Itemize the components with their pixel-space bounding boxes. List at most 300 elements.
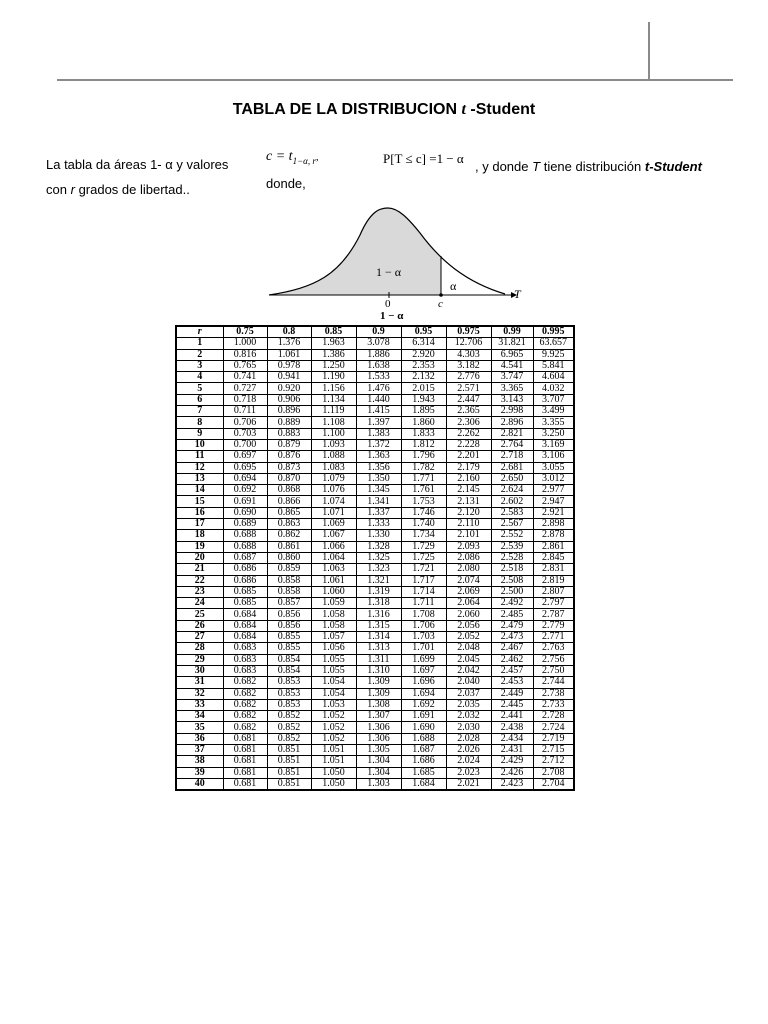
table-row (176, 733, 574, 744)
row-degrees-cell: 27 (176, 632, 223, 643)
critical-value-cell: 2.052 (446, 632, 491, 643)
critical-value-cell: 0.684 (223, 620, 267, 631)
figure-caption: 1 − α (380, 310, 404, 322)
critical-value-cell: 2.069 (446, 586, 491, 597)
critical-value-cell: 2.776 (446, 372, 491, 383)
critical-value-cell: 3.055 (533, 462, 574, 473)
table-row (176, 507, 574, 518)
row-degrees-cell: 23 (176, 586, 223, 597)
critical-value-cell: 0.682 (223, 677, 267, 688)
critical-value-cell: 2.819 (533, 575, 574, 586)
critical-value-cell: 0.896 (267, 406, 311, 417)
critical-value-cell: 1.796 (401, 451, 446, 462)
critical-value-cell: 2.434 (491, 733, 533, 744)
critical-value-cell: 0.741 (223, 372, 267, 383)
critical-value-cell: 1.687 (401, 744, 446, 755)
critical-value-cell: 1.052 (311, 733, 356, 744)
critical-value-cell: 1.356 (356, 462, 401, 473)
critical-value-cell: 1.761 (401, 485, 446, 496)
critical-value-cell: 0.685 (223, 598, 267, 609)
critical-value-cell: 2.365 (446, 406, 491, 417)
row-degrees-cell: 36 (176, 733, 223, 744)
critical-value-cell: 2.712 (533, 756, 574, 767)
table-row (176, 756, 574, 767)
critical-value-cell: 3.106 (533, 451, 574, 462)
critical-value-cell: 1.074 (311, 496, 356, 507)
critical-value-cell: 31.821 (491, 338, 533, 349)
critical-value-cell: 1.376 (267, 338, 311, 349)
critical-value-cell: 2.145 (446, 485, 491, 496)
critical-value-cell: 2.262 (446, 428, 491, 439)
table-body (176, 338, 574, 790)
critical-value-cell: 2.467 (491, 643, 533, 654)
critical-value-cell: 1.054 (311, 688, 356, 699)
row-degrees-cell: 20 (176, 552, 223, 563)
critical-value-cell: 2.132 (401, 372, 446, 383)
critical-value-cell: 0.920 (267, 383, 311, 394)
table-row (176, 677, 574, 688)
table-row (176, 485, 574, 496)
critical-value-cell: 1.440 (356, 394, 401, 405)
critical-value-cell: 2.042 (446, 665, 491, 676)
critical-value-cell: 2.571 (446, 383, 491, 394)
row-degrees-cell: 35 (176, 722, 223, 733)
table-row (176, 767, 574, 778)
critical-value-cell: 1.079 (311, 473, 356, 484)
critical-value-cell: 1.725 (401, 552, 446, 563)
critical-value-cell: 2.110 (446, 519, 491, 530)
critical-value-cell: 1.000 (223, 338, 267, 349)
critical-value-cell: 2.624 (491, 485, 533, 496)
critical-value-cell: 0.857 (267, 598, 311, 609)
critical-value-cell: 1.333 (356, 519, 401, 530)
critical-value-cell: 0.851 (267, 778, 311, 790)
critical-value-cell: 2.787 (533, 609, 574, 620)
critical-value-cell: 0.865 (267, 507, 311, 518)
table-row (176, 609, 574, 620)
table-row (176, 428, 574, 439)
title-prefix: TABLA DE LA DISTRIBUCION (232, 101, 458, 118)
formula-probability: P[T ≤ c] =1 − α (383, 151, 464, 166)
table-row (176, 439, 574, 450)
header-rule-horizontal (57, 79, 733, 81)
critical-value-cell: 2.473 (491, 632, 533, 643)
table-row (176, 778, 574, 790)
critical-value-cell: 1.311 (356, 654, 401, 665)
row-degrees-cell: 2 (176, 349, 223, 360)
critical-value-cell: 0.681 (223, 767, 267, 778)
formula-comma: , (315, 151, 319, 163)
table-row (176, 383, 574, 394)
row-degrees-cell: 17 (176, 519, 223, 530)
critical-value-cell: 1.963 (311, 338, 356, 349)
critical-value-cell: 1.058 (311, 609, 356, 620)
critical-value-cell: 0.686 (223, 575, 267, 586)
critical-value-cell: 0.853 (267, 699, 311, 710)
intro-line-2 (46, 182, 190, 197)
table-row (176, 586, 574, 597)
table-row (176, 643, 574, 654)
critical-value-cell: 2.445 (491, 699, 533, 710)
table-row (176, 654, 574, 665)
critical-value-cell: 1.341 (356, 496, 401, 507)
critical-value-cell: 2.797 (533, 598, 574, 609)
table-row (176, 462, 574, 473)
row-degrees-cell: 14 (176, 485, 223, 496)
critical-value-cell: 2.030 (446, 722, 491, 733)
critical-value-cell: 2.552 (491, 530, 533, 541)
critical-value-cell: 1.063 (311, 564, 356, 575)
critical-value-cell: 0.816 (223, 349, 267, 360)
critical-value-cell: 2.131 (446, 496, 491, 507)
table-row (176, 451, 574, 462)
table-row (176, 473, 574, 484)
critical-value-cell: 2.878 (533, 530, 574, 541)
column-header-prob: 0.8 (267, 326, 311, 338)
critical-value-cell: 3.365 (491, 383, 533, 394)
column-header-r: r (176, 326, 223, 338)
critical-value-cell: 12.706 (446, 338, 491, 349)
critical-value-cell: 2.032 (446, 711, 491, 722)
critical-value-cell: 3.012 (533, 473, 574, 484)
critical-value-cell: 2.898 (533, 519, 574, 530)
critical-value-cell: 1.093 (311, 439, 356, 450)
critical-value-cell: 1.057 (311, 632, 356, 643)
critical-value-cell: 1.328 (356, 541, 401, 552)
critical-value-cell: 1.345 (356, 485, 401, 496)
row-degrees-cell: 37 (176, 744, 223, 755)
critical-value-cell: 0.889 (267, 417, 311, 428)
critical-value-cell: 1.330 (356, 530, 401, 541)
critical-value-cell: 1.943 (401, 394, 446, 405)
critical-value-cell: 2.429 (491, 756, 533, 767)
critical-value-cell: 2.650 (491, 473, 533, 484)
critical-value-cell: 0.851 (267, 744, 311, 755)
critical-value-cell: 1.690 (401, 722, 446, 733)
shaded-area-region (269, 208, 441, 295)
critical-value-cell: 6.965 (491, 349, 533, 360)
critical-value-cell: 1.771 (401, 473, 446, 484)
critical-value-cell: 1.064 (311, 552, 356, 563)
critical-value-cell: 3.250 (533, 428, 574, 439)
critical-value-cell: 1.740 (401, 519, 446, 530)
critical-value-cell: 2.023 (446, 767, 491, 778)
critical-value-cell: 1.706 (401, 620, 446, 631)
critical-value-cell: 0.695 (223, 462, 267, 473)
critical-value-cell: 0.692 (223, 485, 267, 496)
row-degrees-cell: 26 (176, 620, 223, 631)
critical-value-cell: 2.015 (401, 383, 446, 394)
critical-value-cell: 1.306 (356, 733, 401, 744)
critical-value-cell: 0.689 (223, 519, 267, 530)
intro-T-variable: T (532, 159, 541, 174)
critical-value-cell: 2.449 (491, 688, 533, 699)
critical-value-cell: 0.682 (223, 688, 267, 699)
critical-value-cell: 1.190 (311, 372, 356, 383)
critical-value-cell: 2.086 (446, 552, 491, 563)
critical-value-cell: 1.313 (356, 643, 401, 654)
row-degrees-cell: 18 (176, 530, 223, 541)
critical-value-cell: 0.688 (223, 530, 267, 541)
row-degrees-cell: 15 (176, 496, 223, 507)
critical-value-cell: 1.325 (356, 552, 401, 563)
critical-value-cell: 9.925 (533, 349, 574, 360)
critical-value-cell: 1.314 (356, 632, 401, 643)
critical-value-cell: 1.721 (401, 564, 446, 575)
table-row (176, 699, 574, 710)
critical-value-cell: 0.861 (267, 541, 311, 552)
critical-value-cell: 1.533 (356, 372, 401, 383)
row-degrees-cell: 19 (176, 541, 223, 552)
row-degrees-cell: 5 (176, 383, 223, 394)
critical-value-cell: 1.306 (356, 722, 401, 733)
critical-value-cell: 1.050 (311, 778, 356, 790)
critical-value-cell: 2.704 (533, 778, 574, 790)
critical-value-cell: 0.853 (267, 677, 311, 688)
critical-value-cell: 1.688 (401, 733, 446, 744)
critical-value-cell: 2.896 (491, 417, 533, 428)
critical-value-cell: 0.700 (223, 439, 267, 450)
t-axis-label: T (514, 287, 521, 301)
table-row (176, 519, 574, 530)
critical-value-cell: 0.855 (267, 643, 311, 654)
column-header-prob: 0.995 (533, 326, 574, 338)
critical-value-cell: 2.056 (446, 620, 491, 631)
critical-value-cell: 0.858 (267, 586, 311, 597)
critical-value-cell: 1.119 (311, 406, 356, 417)
table-row (176, 417, 574, 428)
critical-value-cell: 0.856 (267, 620, 311, 631)
critical-value-cell: 2.583 (491, 507, 533, 518)
critical-value-cell: 0.873 (267, 462, 311, 473)
critical-value-cell: 1.052 (311, 722, 356, 733)
row-degrees-cell: 11 (176, 451, 223, 462)
critical-value-cell: 0.870 (267, 473, 311, 484)
critical-value-cell: 2.518 (491, 564, 533, 575)
critical-value-cell: 2.045 (446, 654, 491, 665)
critical-value-cell: 2.447 (446, 394, 491, 405)
table-row (176, 552, 574, 563)
critical-value-cell: 2.306 (446, 417, 491, 428)
critical-value-cell: 1.860 (401, 417, 446, 428)
critical-value-cell: 0.684 (223, 632, 267, 643)
critical-value-cell: 2.528 (491, 552, 533, 563)
critical-value-cell: 3.078 (356, 338, 401, 349)
critical-value-cell: 1.053 (311, 699, 356, 710)
critical-value-cell: 3.143 (491, 394, 533, 405)
critical-value-cell: 0.682 (223, 711, 267, 722)
row-degrees-cell: 3 (176, 360, 223, 371)
critical-value-cell: 5.841 (533, 360, 574, 371)
critical-value-cell: 0.684 (223, 609, 267, 620)
critical-value-cell: 1.305 (356, 744, 401, 755)
formula-c (266, 149, 319, 166)
critical-value-cell: 1.069 (311, 519, 356, 530)
critical-value-cell: 1.684 (401, 778, 446, 790)
row-degrees-cell: 39 (176, 767, 223, 778)
c-point (439, 293, 443, 297)
critical-value-cell: 1.083 (311, 462, 356, 473)
row-degrees-cell: 40 (176, 778, 223, 790)
intro-r-variable: r (70, 182, 75, 197)
critical-value-cell: 0.853 (267, 688, 311, 699)
critical-value-cell: 1.051 (311, 756, 356, 767)
critical-value-cell: 1.059 (311, 598, 356, 609)
critical-value-cell: 0.683 (223, 643, 267, 654)
critical-value-cell: 0.866 (267, 496, 311, 507)
critical-value-cell: 1.337 (356, 507, 401, 518)
critical-value-cell: 2.508 (491, 575, 533, 586)
critical-value-cell: 2.021 (446, 778, 491, 790)
critical-value-cell: 4.604 (533, 372, 574, 383)
row-degrees-cell: 6 (176, 394, 223, 405)
critical-value-cell: 2.492 (491, 598, 533, 609)
critical-value-cell: 2.738 (533, 688, 574, 699)
critical-value-cell: 1.699 (401, 654, 446, 665)
critical-value-cell: 1.714 (401, 586, 446, 597)
table-row (176, 722, 574, 733)
intro-tail-before: , y donde (475, 159, 529, 174)
critical-value-cell: 0.978 (267, 360, 311, 371)
critical-value-cell: 0.851 (267, 756, 311, 767)
formula-c-main: c = t (266, 149, 293, 164)
row-degrees-cell: 13 (176, 473, 223, 484)
critical-value-cell: 3.355 (533, 417, 574, 428)
critical-value-cell: 0.682 (223, 722, 267, 733)
zero-label: 0 (385, 298, 391, 310)
critical-value-cell: 1.397 (356, 417, 401, 428)
critical-value-cell: 2.035 (446, 699, 491, 710)
critical-value-cell: 2.602 (491, 496, 533, 507)
critical-value-cell: 2.479 (491, 620, 533, 631)
critical-value-cell: 2.845 (533, 552, 574, 563)
critical-value-cell: 1.303 (356, 778, 401, 790)
critical-value-cell: 2.921 (533, 507, 574, 518)
critical-value-cell: 1.061 (311, 575, 356, 586)
column-header-prob: 0.975 (446, 326, 491, 338)
critical-value-cell: 0.852 (267, 711, 311, 722)
critical-value-cell: 2.831 (533, 564, 574, 575)
critical-value-cell: 1.691 (401, 711, 446, 722)
critical-value-cell: 2.920 (401, 349, 446, 360)
critical-value-cell: 2.539 (491, 541, 533, 552)
row-degrees-cell: 22 (176, 575, 223, 586)
critical-value-cell: 1.746 (401, 507, 446, 518)
page-title (0, 101, 768, 119)
table-row (176, 349, 574, 360)
critical-value-cell: 2.074 (446, 575, 491, 586)
critical-value-cell: 0.859 (267, 564, 311, 575)
critical-value-cell: 1.304 (356, 767, 401, 778)
critical-value-cell: 2.201 (446, 451, 491, 462)
critical-value-cell: 2.771 (533, 632, 574, 643)
table-row (176, 688, 574, 699)
header-rule-vertical (648, 22, 650, 79)
critical-value-cell: 0.703 (223, 428, 267, 439)
critical-value-cell: 2.763 (533, 643, 574, 654)
critical-value-cell: 0.941 (267, 372, 311, 383)
critical-value-cell: 0.851 (267, 767, 311, 778)
critical-value-cell: 1.697 (401, 665, 446, 676)
critical-value-cell: 1.703 (401, 632, 446, 643)
critical-value-cell: 0.681 (223, 733, 267, 744)
critical-value-cell: 0.854 (267, 654, 311, 665)
critical-value-cell: 0.862 (267, 530, 311, 541)
critical-value-cell: 0.852 (267, 733, 311, 744)
critical-value-cell: 2.485 (491, 609, 533, 620)
row-degrees-cell: 33 (176, 699, 223, 710)
critical-value-cell: 6.314 (401, 338, 446, 349)
critical-value-cell: 1.729 (401, 541, 446, 552)
table-row (176, 744, 574, 755)
row-degrees-cell: 12 (176, 462, 223, 473)
critical-value-cell: 2.500 (491, 586, 533, 597)
table-row (176, 530, 574, 541)
critical-value-cell: 1.051 (311, 744, 356, 755)
critical-value-cell: 2.441 (491, 711, 533, 722)
critical-value-cell: 1.386 (311, 349, 356, 360)
critical-value-cell: 1.638 (356, 360, 401, 371)
c-label: c (438, 298, 443, 310)
critical-value-cell: 1.782 (401, 462, 446, 473)
critical-value-cell: 2.101 (446, 530, 491, 541)
critical-value-cell: 0.852 (267, 722, 311, 733)
critical-value-cell: 2.037 (446, 688, 491, 699)
column-header-prob: 0.99 (491, 326, 533, 338)
critical-value-cell: 1.686 (401, 756, 446, 767)
critical-value-cell: 2.080 (446, 564, 491, 575)
intro-tail (475, 159, 702, 174)
critical-value-cell: 2.567 (491, 519, 533, 530)
critical-value-cell: 0.697 (223, 451, 267, 462)
critical-value-cell: 1.309 (356, 677, 401, 688)
row-degrees-cell: 21 (176, 564, 223, 575)
critical-value-cell: 1.692 (401, 699, 446, 710)
critical-value-cell: 1.315 (356, 620, 401, 631)
critical-value-cell: 2.160 (446, 473, 491, 484)
critical-value-cell: 1.071 (311, 507, 356, 518)
critical-value-cell: 0.855 (267, 632, 311, 643)
critical-value-cell: 0.694 (223, 473, 267, 484)
critical-value-cell: 2.064 (446, 598, 491, 609)
row-degrees-cell: 4 (176, 372, 223, 383)
critical-value-cell: 1.323 (356, 564, 401, 575)
distribution-figure (255, 200, 535, 325)
critical-value-cell: 1.060 (311, 586, 356, 597)
critical-value-cell: 1.694 (401, 688, 446, 699)
critical-value-cell: 0.711 (223, 406, 267, 417)
table-row (176, 372, 574, 383)
critical-value-cell: 1.309 (356, 688, 401, 699)
critical-value-cell: 1.321 (356, 575, 401, 586)
title-variable: t (461, 101, 466, 118)
row-degrees-cell: 8 (176, 417, 223, 428)
critical-value-cell: 0.683 (223, 654, 267, 665)
critical-value-cell: 0.687 (223, 552, 267, 563)
critical-value-cell: 2.228 (446, 439, 491, 450)
critical-value-cell: 0.682 (223, 699, 267, 710)
critical-value-cell: 1.708 (401, 609, 446, 620)
critical-value-cell: 0.691 (223, 496, 267, 507)
critical-value-cell: 1.316 (356, 609, 401, 620)
critical-value-cell: 1.734 (401, 530, 446, 541)
table-row (176, 575, 574, 586)
intro-line-2-after: grados de libertad.. (78, 182, 190, 197)
critical-value-cell: 4.541 (491, 360, 533, 371)
critical-value-cell: 2.048 (446, 643, 491, 654)
critical-value-cell: 0.876 (267, 451, 311, 462)
row-degrees-cell: 29 (176, 654, 223, 665)
